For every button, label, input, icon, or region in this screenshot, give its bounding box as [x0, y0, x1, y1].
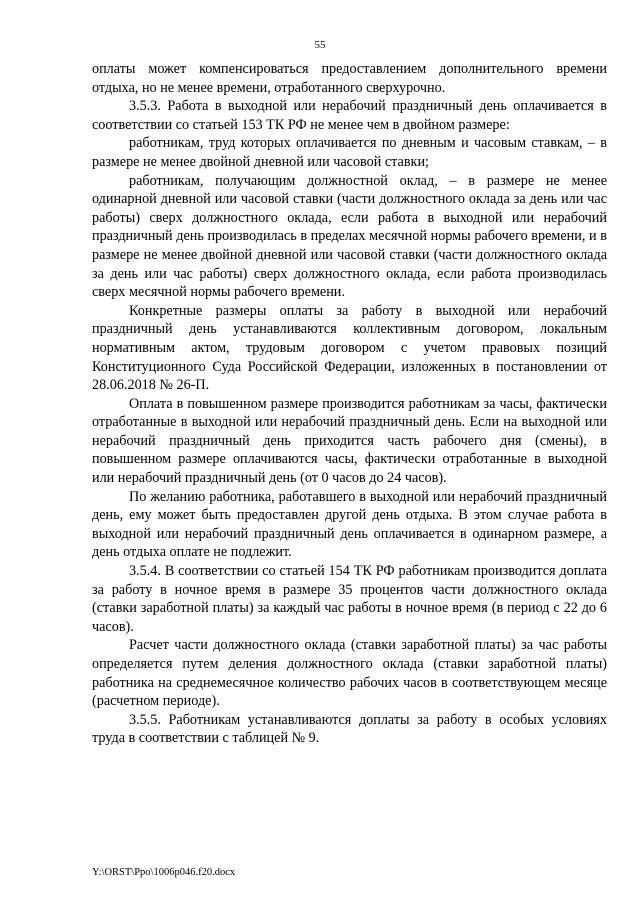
paragraph-hourly-calculation: Расчет части должностного оклада (ставки заработной платы) за час работы определяется путем деления должностного оклада (ставки заработной платы) работника на среднемесячное количество рабочих часов в соответствующем месяце (расчетном периоде). [92, 637, 607, 710]
paragraph-salaried-workers: работникам, получающим должностной оклад, – в размере не менее одинарной дневной или часовой ставки (части должностного оклада за день или час работы) сверх должностного оклада, если работа в выходной или нерабочий праздничный день производилась в пределах месячной нормы рабочего времени, и в размере не менее двойной дневной или часовой ставки (части должностного оклада за день или час работы) сверх должностного оклада, если работа производилась сверх месячной нормы рабочего времени. [92, 172, 607, 301]
paragraph-day-off-option: По желанию работника, работавшего в выходной или нерабочий праздничный день, ему может быть предоставлен другой день отдыха. В этом случае работа в выходной или нерабочий праздничный день оплачивается в одинарном размере, а день отдыха оплате не подлежит. [92, 488, 607, 561]
document-body [92, 60, 607, 748]
paragraph-hourly-workers: работникам, труд которых оплачивается по дневным и часовым ставкам, – в размере не менее двойной дневной или часовой ставки; [92, 135, 607, 170]
paragraph-3-5-3: 3.5.3. Работа в выходной или нерабочий праздничный день оплачивается в соответствии со статьей 153 ТК РФ не менее чем в двойном размере: [92, 98, 607, 133]
paragraph-3-5-5: 3.5.5. Работникам устанавливаются доплаты за работу в особых условиях труда в соответствии с таблицей № 9. [92, 711, 607, 747]
footer-file-path: Y:\ORST\Ppo\1006p046.f20.docx [92, 867, 236, 878]
paragraph-increased-pay: Оплата в повышенном размере производится работникам за часы, фактически отработанные в выходной или нерабочий праздничный день. Если на выходной или нерабочий праздничный день приходится часть рабочего дня (смены), в повышенном размере оплачиваются часы, фактически отработанные в выходной или нерабочий праздничный день (от 0 часов до 24 часов). [92, 395, 607, 487]
paragraph-3-5-4: 3.5.4. В соответствии со статьей 154 ТК РФ работникам производится доплата за работу в ночное время в размере 35 процентов части должностного оклада (ставки заработной платы) за каждый час работы в ночное время (в период с 22 до 6 часов). [92, 563, 607, 635]
paragraph-specific-rates: Конкретные размеры оплаты за работу в выходной или нерабочий праздничный день устанавливаются коллективным договором, локальным нормативным актом, трудовым договором с учетом правовых позиций Конституционного Суда Российской Федерации, изложенных в постановлении от 28.06.2018 № 26-П. [92, 302, 607, 394]
page-number: 55 [314, 39, 326, 51]
paragraph-continuation: оплаты может компенсироваться предоставлением дополнительного времени отдыха, но не менее времени, отработанного сверхурочно. [92, 61, 607, 96]
